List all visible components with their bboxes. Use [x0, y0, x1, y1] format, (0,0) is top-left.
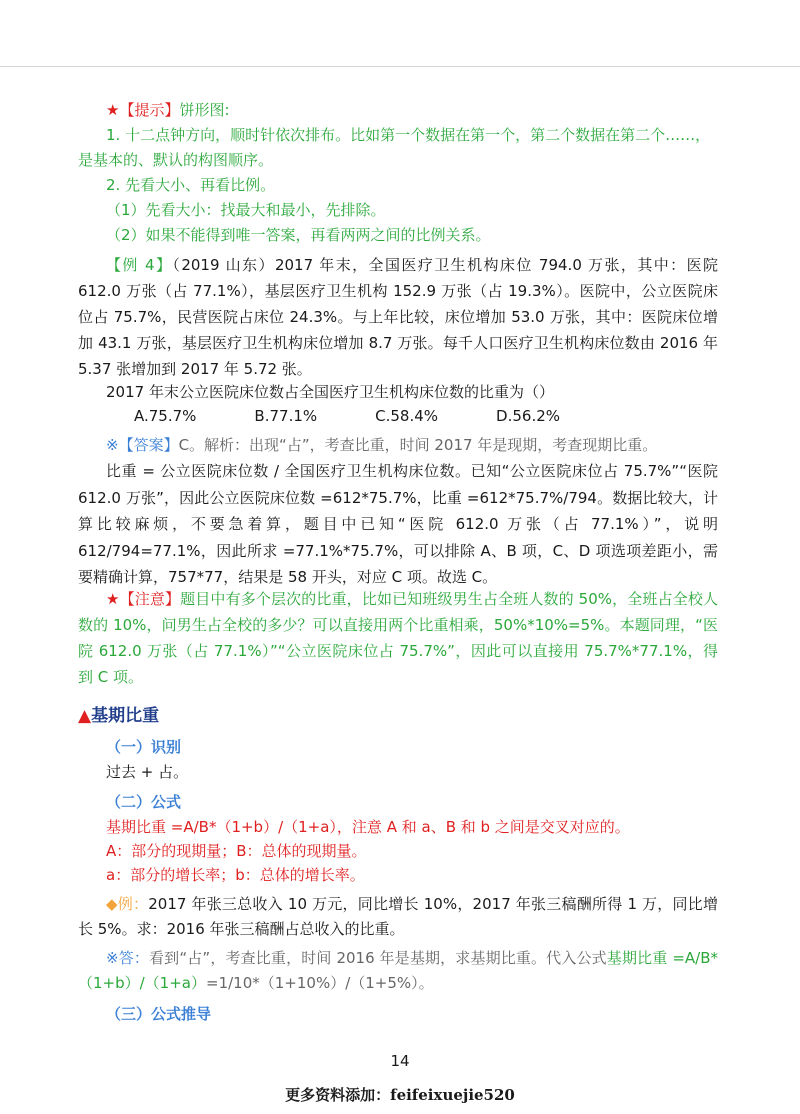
example4-question: 2017 年末公立医院床位数占全国医疗卫生机构床位数的比重为（） — [106, 383, 554, 401]
tip-line: 2. 先看大小、再看比例。 — [106, 176, 276, 194]
star-icon: ★ — [106, 590, 120, 608]
example-answer — [78, 946, 718, 996]
answer-body: 比重 = 公立医院床位数 / 全国医疗卫生机构床位数。已知“公立医院床位占 75.7%”“医院 612.0 万张”，因此公立医院床位数 =612*75.7%，比重 =612*75.7%/794。数据比较大，计算比较麻烦，不要急着算，题目中已知“医院 612.0 万张（占 77.1%）”，说明 612/794=77.1%，因此所求 =77.1%*75.7%，可以排除 A、B 项，C、D 项选项差距小，需要精确计算，757*77，结果是 58 开头，对应 C 项。故选 C。 — [78, 462, 718, 586]
answer-text: C。解析：出现“占”，考查比重，时间 2017 年是现期，考查现期比重。 — [178, 436, 658, 454]
subsection-derivation: （三）公式推导 — [106, 1005, 212, 1023]
tip-block — [78, 98, 718, 248]
example-paragraph — [78, 892, 718, 942]
note-text: 题目中有多个层次的比重，比如已知班级男生占全班人数的 50%，全班占全校人数的 10%，问男生占全校的多少？可以直接用两个比重相乘，50%*10%=5%。本题同理，“医院 612.0 万张（占 77.1%）”“公立医院床位占 75.7%”，因此可以直接用 75.7%*77.1%，得到 C 项。 — [78, 590, 718, 686]
answer-label: ※【答案】 — [106, 436, 179, 454]
example-marker: ◆例： — [106, 895, 149, 913]
option-d: D.56.2% — [496, 407, 561, 425]
identify-text: 过去 + 占。 — [106, 763, 189, 781]
header-rule — [0, 66, 800, 67]
example-answer-text: 看到“占”，考查比重，时间 2016 年是基期，求基期比重。代入公式 — [149, 949, 607, 967]
example4-text: （2019 山东）2017 年末，全国医疗卫生机构床位 794.0 万张，其中：医院 612.0 万张（占 77.1%），基层医疗卫生机构 152.9 万张（占 19.3%）。医院中，公立医院床位占 75.7%，民营医院占床位 24.3%。与上年比较，床位增加 53.0 万张，其中：医院床位增加 43.1 万张，基层医疗卫生机构床位增加 8.7 万张。每千人口医疗卫生机构床位数由 2016 年 5.37 张增加到 2017 年 5.72 张。 — [78, 256, 718, 378]
answer-marker: ※答： — [106, 949, 150, 967]
example-text: 2017 年张三总收入 10 万元，同比增长 10%，2017 年张三稿酬所得 1 万，同比增长 5%。求：2016 年张三稿酬占总收入的比重。 — [78, 895, 718, 938]
triangle-icon: ▲ — [78, 706, 92, 726]
answer-line — [78, 433, 718, 458]
example4-tag: 【例 4】 — [106, 256, 173, 274]
footer-text: 更多资料添加：feifeixuejie520 — [285, 1086, 515, 1104]
option-a: A.75.7% — [134, 407, 197, 425]
formula-text: 基期比重 =A/B*（1+b）/（1+a），注意 A 和 a、B 和 b 之间是交叉对应的。 — [106, 818, 630, 836]
section-title-text: 基期比重 — [91, 706, 160, 726]
tip-line: 1. 十二点钟方向，顺时针依次排布。比如第一个数据在第一个，第二个数据在第二个……， — [106, 126, 711, 144]
option-c: C.58.4% — [375, 407, 439, 425]
definition-1: A：部分的现期量；B：总体的现期量。 — [106, 842, 367, 860]
tip-title-line — [78, 98, 718, 123]
tip-line: （1）先看大小：找最大和最小，先排除。 — [106, 201, 386, 219]
example4-paragraph — [78, 252, 718, 382]
note-label: 【注意】 — [119, 590, 181, 608]
subsection-formula: （二）公式 — [106, 793, 182, 811]
page-number: 14 — [390, 1052, 410, 1070]
subsection-identify: （一）识别 — [106, 738, 182, 756]
definition-2: a：部分的增长率；b：总体的增长率。 — [106, 866, 365, 884]
star-icon: ★ — [106, 101, 120, 119]
tip-line: （2）如果不能得到唯一答案，再看两两之间的比例关系。 — [106, 226, 491, 244]
example-answer-calc: =1/10*（1+10%）/（1+5%）。 — [206, 974, 434, 992]
example4-options — [78, 404, 718, 429]
tip-line: 是基本的、默认的构图顺序。 — [78, 151, 274, 169]
tip-title: 饼形图: — [179, 101, 230, 119]
example-answer-formula: 基期比重 =A/B*（1+b）/（1+a） — [78, 949, 718, 992]
note-paragraph — [78, 586, 718, 690]
section-title — [78, 704, 718, 729]
option-b: B.77.1% — [254, 407, 318, 425]
tip-label: 【提示】 — [119, 101, 180, 119]
